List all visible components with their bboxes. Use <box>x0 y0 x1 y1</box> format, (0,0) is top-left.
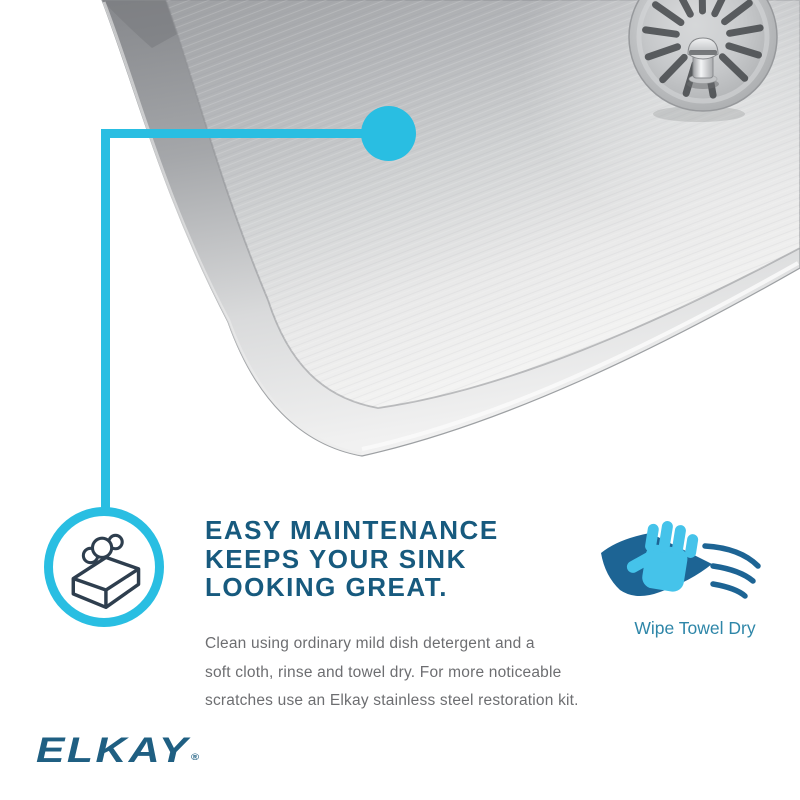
wipe-towel-dry-label: Wipe Towel Dry <box>634 618 756 638</box>
soap-with-bubbles-icon <box>56 519 152 615</box>
headline-line-1: EASY MAINTENANCE <box>205 515 499 545</box>
body-text <box>205 630 585 716</box>
callout-line-vertical <box>101 129 110 512</box>
hand-wiping-towel-icon <box>598 520 768 615</box>
easy-maintenance-badge <box>44 507 164 627</box>
callout-line-horizontal <box>101 129 371 138</box>
elkay-logo <box>36 731 198 771</box>
callout-dot <box>361 106 416 161</box>
elkay-logo-text: ELKAY <box>36 731 190 770</box>
headline <box>205 516 535 602</box>
body-line-1: Clean using ordinary mild dish detergent and a <box>205 635 535 652</box>
registered-mark: ® <box>190 752 200 762</box>
body-line-2: soft cloth, rinse and towel dry. For more noticeable <box>205 663 562 681</box>
headline-line-3: LOOKING GREAT. <box>205 572 448 603</box>
body-line-3: scratches use an Elkay stainless steel restoration kit. <box>205 692 579 709</box>
headline-line-2: KEEPS YOUR SINK <box>205 543 467 574</box>
